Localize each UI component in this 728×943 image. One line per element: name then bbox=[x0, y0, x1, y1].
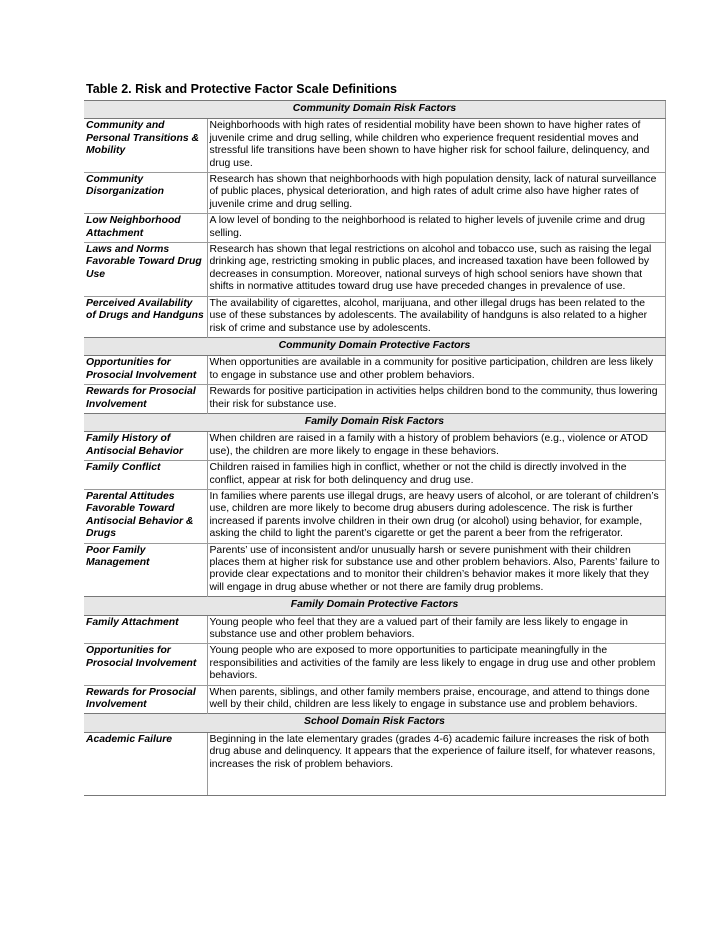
section-header-row bbox=[84, 337, 666, 355]
table-row bbox=[84, 461, 666, 490]
section-heading: School Domain Risk Factors bbox=[84, 714, 666, 732]
factor-name: Family Attachment bbox=[84, 615, 207, 644]
section-header-row bbox=[84, 101, 666, 119]
table-row bbox=[84, 173, 666, 214]
table-row bbox=[84, 644, 666, 685]
table-row bbox=[84, 543, 666, 597]
factor-name: Low Neighborhood Attachment bbox=[84, 214, 207, 243]
factor-name: Academic Failure bbox=[84, 732, 207, 795]
table-row bbox=[84, 385, 666, 414]
factor-name: Opportunities for Prosocial Involvement bbox=[84, 356, 207, 385]
factor-definition: Young people who feel that they are a valued part of their family are less likely to engage in substance use and other problem behaviors. bbox=[207, 615, 666, 644]
factor-name: Opportunities for Prosocial Involvement bbox=[84, 644, 207, 685]
factor-name: Parental Attitudes Favorable Toward Antisocial Behavior & Drugs bbox=[84, 489, 207, 543]
table-row bbox=[84, 685, 666, 714]
section-heading: Family Domain Risk Factors bbox=[84, 413, 666, 431]
factor-name: Rewards for Prosocial Involvement bbox=[84, 685, 207, 714]
factor-definition: Research has shown that legal restrictions on alcohol and tobacco use, such as raising the legal drinking age, restricting smoking in public places, and increased taxation have been followed by decreases in consumption. Moreover, national surveys of high school seniors have shown that shifts in normative attitudes toward drug use have preceded changes in prevalence of use. bbox=[207, 243, 666, 297]
factor-name: Laws and Norms Favorable Toward Drug Use bbox=[84, 243, 207, 297]
factor-name: Community and Personal Transitions & Mobility bbox=[84, 119, 207, 173]
section-header-row bbox=[84, 714, 666, 732]
factor-name: Community Disorganization bbox=[84, 173, 207, 214]
table-row bbox=[84, 296, 666, 337]
factor-definition: A low level of bonding to the neighborhood is related to higher levels of juvenile crime and drug selling. bbox=[207, 214, 666, 243]
factor-definition: Research has shown that neighborhoods with high population density, lack of natural surveillance of public places, physical deterioration, and high rates of adult crime also have higher rates of juvenile crime and drug selling. bbox=[207, 173, 666, 214]
table-row bbox=[84, 432, 666, 461]
factor-definition: Beginning in the late elementary grades (grades 4-6) academic failure increases the risk of both drug abuse and delinquency. It appears that the experience of failure itself, for whatever reasons, increases the risk of problem behaviors. bbox=[207, 732, 666, 795]
table-row bbox=[84, 243, 666, 297]
section-heading: Community Domain Risk Factors bbox=[84, 101, 666, 119]
definitions-table-body bbox=[84, 101, 666, 796]
factor-definition: Children raised in families high in conflict, whether or not the child is directly involved in the conflict, appear at risk for both delinquency and drug use. bbox=[207, 461, 666, 490]
section-heading: Family Domain Protective Factors bbox=[84, 597, 666, 615]
factor-definition: Young people who are exposed to more opportunities to participate meaningfully in the responsibilities and activities of the family are less likely to engage in drug use and other problem behaviors. bbox=[207, 644, 666, 685]
table-row bbox=[84, 732, 666, 795]
section-header-row bbox=[84, 597, 666, 615]
factor-definition: In families where parents use illegal drugs, are heavy users of alcohol, or are tolerant of children’s use, children are more likely to become drug abusers during adolescence. The risk is further increased if parents involve children in their own drug (or alcohol) using behavior, for example, asking the child to light the parent’s cigarette or get the parent a beer from the refrigerator. bbox=[207, 489, 666, 543]
factor-name: Family History of Antisocial Behavior bbox=[84, 432, 207, 461]
factor-name: Poor Family Management bbox=[84, 543, 207, 597]
factor-name: Rewards for Prosocial Involvement bbox=[84, 385, 207, 414]
table-row bbox=[84, 489, 666, 543]
factor-definition: When children are raised in a family with a history of problem behaviors (e.g., violence or ATOD use), the children are more likely to engage in these behaviors. bbox=[207, 432, 666, 461]
table-row bbox=[84, 356, 666, 385]
table-row bbox=[84, 214, 666, 243]
factor-name: Family Conflict bbox=[84, 461, 207, 490]
definitions-table bbox=[84, 100, 666, 796]
section-heading: Community Domain Protective Factors bbox=[84, 337, 666, 355]
table-row bbox=[84, 615, 666, 644]
factor-definition: Parents’ use of inconsistent and/or unusually harsh or severe punishment with their children places them at higher risk for substance use and other problem behaviors. Also, Parents’ failure to provide clear expectations and to monitor their children’s behavior makes it more likely that they will engage in drug abuse whether or not there are family drug problems. bbox=[207, 543, 666, 597]
factor-name: Perceived Availability of Drugs and Handguns bbox=[84, 296, 207, 337]
factor-definition: When opportunities are available in a community for positive participation, children are less likely to engage in substance use and other problem behaviors. bbox=[207, 356, 666, 385]
factor-definition: Rewards for positive participation in activities helps children bond to the community, thus lowering their risk for substance use. bbox=[207, 385, 666, 414]
factor-definition: The availability of cigarettes, alcohol, marijuana, and other illegal drugs has been related to the use of these substances by adolescents. The availability of handguns is also related to a higher risk of crime and substance use by adolescents. bbox=[207, 296, 666, 337]
factor-definition: When parents, siblings, and other family members praise, encourage, and attend to things done well by their child, children are less likely to engage in substance use and problem behaviors. bbox=[207, 685, 666, 714]
factor-definition: Neighborhoods with high rates of residential mobility have been shown to have higher rates of juvenile crime and drug selling, while children who experience frequent residential moves and stressful life transitions have been shown to have higher risk for school failure, delinquency, and drug use. bbox=[207, 119, 666, 173]
section-header-row bbox=[84, 413, 666, 431]
table-row bbox=[84, 119, 666, 173]
table-title: Table 2. Risk and Protective Factor Scale Definitions bbox=[86, 82, 397, 96]
